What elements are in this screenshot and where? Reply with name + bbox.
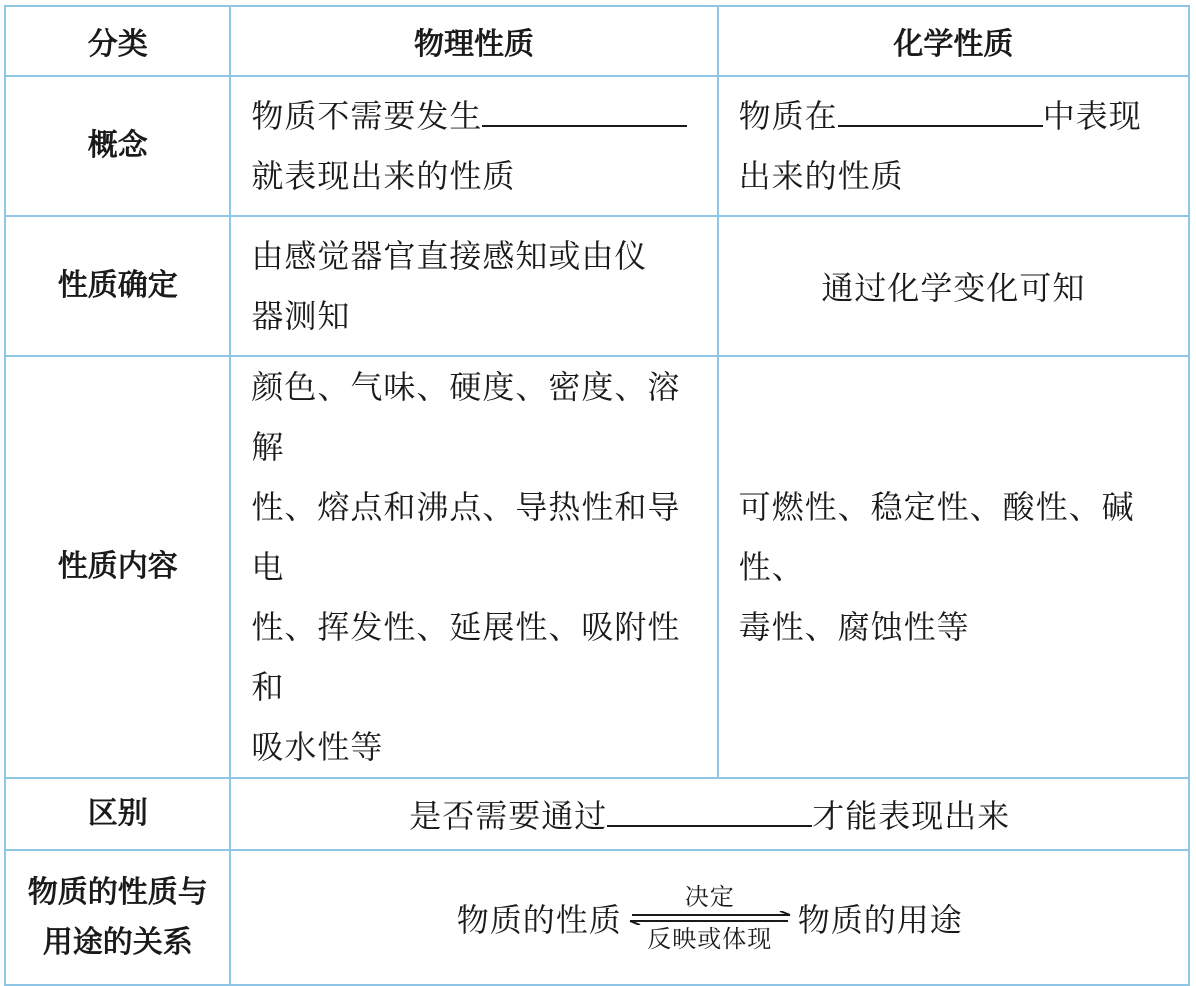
content-physical-line3: 性、挥发性、延展性、吸附性和 — [251, 608, 681, 706]
content-label: 性质内容 — [5, 356, 230, 778]
difference-row — [5, 778, 1189, 850]
relation-right: 物质的用途 — [797, 900, 963, 939]
relation-left: 物质的性质 — [456, 900, 622, 939]
content-row — [5, 356, 1189, 778]
content-physical-line2: 性、熔点和沸点、导热性和导电 — [251, 488, 681, 586]
fill-blank — [607, 791, 812, 827]
relation-arrows — [626, 883, 794, 953]
concept-physical-text2: 就表现出来的性质 — [251, 157, 516, 195]
concept-physical — [230, 76, 717, 216]
relation-label-line2: 用途的关系 — [42, 924, 193, 960]
determine-physical — [230, 216, 717, 356]
determine-physical-line1: 由感觉器官直接感知或由仪 — [251, 237, 648, 275]
content-physical-line4: 吸水性等 — [251, 728, 384, 766]
concept-chemical-text2: 中表现 — [1042, 97, 1142, 135]
difference-text1: 是否需要通过 — [409, 797, 608, 835]
concept-chemical-text3: 出来的性质 — [738, 157, 904, 195]
header-physical: 物理性质 — [230, 6, 717, 76]
relation-diagram — [457, 883, 963, 953]
content-chemical-line1: 可燃性、稳定性、酸性、碱性、 — [738, 488, 1135, 586]
determine-physical-line2: 器测知 — [251, 297, 351, 335]
content-chemical — [718, 356, 1189, 778]
concept-chemical — [718, 76, 1189, 216]
difference-text — [230, 778, 1189, 850]
fill-blank — [482, 91, 687, 127]
concept-physical-text1: 物质不需要发生 — [251, 97, 483, 135]
content-physical — [230, 356, 717, 778]
determine-row — [5, 216, 1189, 356]
concept-chemical-text1: 物质在 — [738, 97, 838, 135]
content-physical-line1: 颜色、气味、硬度、密度、溶解 — [251, 368, 681, 466]
arrow-bottom-label: 反映或体现 — [647, 924, 773, 953]
content-chemical-line2: 毒性、腐蚀性等 — [738, 608, 970, 646]
relation-label — [5, 850, 230, 985]
relation-label-line1: 物质的性质与 — [27, 874, 208, 910]
header-row — [5, 6, 1189, 76]
fill-blank — [838, 91, 1043, 127]
arrow-top-label: 决定 — [684, 882, 735, 911]
concept-label: 概念 — [5, 76, 230, 216]
difference-label: 区别 — [5, 778, 230, 850]
header-chemical: 化学性质 — [718, 6, 1189, 76]
properties-table — [4, 5, 1190, 986]
concept-row — [5, 76, 1189, 216]
double-arrow-icon — [626, 911, 794, 925]
difference-text2: 才能表现出来 — [812, 797, 1011, 835]
relation-cell — [230, 850, 1189, 985]
determine-label: 性质确定 — [5, 216, 230, 356]
header-category: 分类 — [5, 6, 230, 76]
determine-chemical: 通过化学变化可知 — [718, 216, 1189, 356]
relation-row — [5, 850, 1189, 985]
